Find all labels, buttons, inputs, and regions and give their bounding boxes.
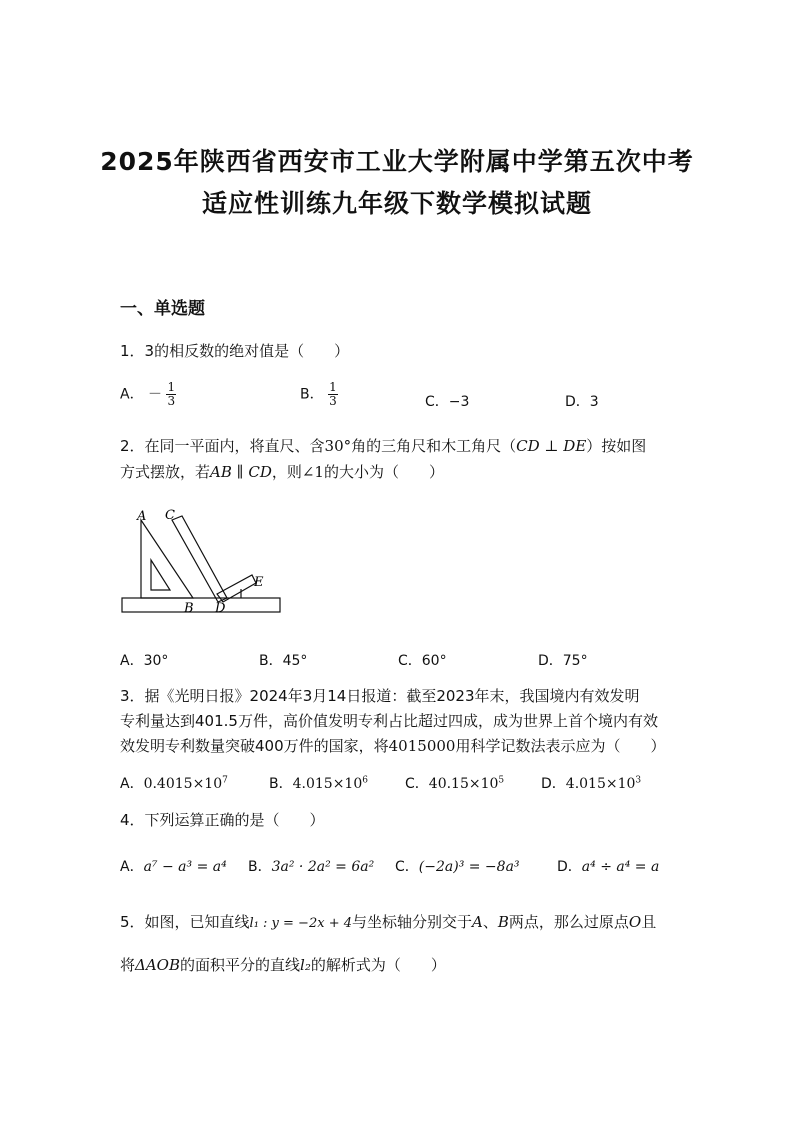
document-title-line-1: 2025年陕西省西安市工业大学附属中学第五次中考	[100, 147, 694, 176]
question-3-line-2: 专利量达到401.5万件，高价值发明专利占比超过四成，成为世界上首个境内有效	[120, 712, 658, 730]
option-c-expression: (−2a)³ = −8a³	[418, 859, 520, 875]
question-3-option-c	[405, 773, 504, 793]
document-title-line-2: 适应性训练九年级下数学模拟试题	[201, 189, 592, 218]
question-1-option-b	[300, 381, 338, 408]
fraction-denominator: 3	[167, 394, 176, 408]
label-e: E	[254, 575, 264, 590]
q3-text-b: 用科学记数法表示应为（ ）	[455, 737, 666, 755]
option-d-label: D．	[541, 776, 566, 792]
q3-text-a: 效发明专利数量突破400万件的国家，将	[120, 737, 389, 755]
fraction-numerator: 1	[167, 380, 176, 394]
label-c: C	[165, 508, 175, 523]
q2-perpendicular: CD ⊥ DE	[516, 437, 587, 455]
question-2-option-d: D．75°	[538, 653, 588, 669]
q2-text-c: ）按如图	[586, 437, 647, 455]
question-4-option-c	[395, 856, 520, 876]
option-a-expression: a⁷ − a³ = a⁴	[143, 859, 227, 875]
label-a: A	[137, 509, 147, 524]
fraction-numerator: 1	[329, 380, 337, 394]
question-4-stem: 4．下列运算正确的是（ ）	[120, 811, 325, 829]
q2-text-b: 角的三角尺和木工角尺（	[351, 437, 517, 455]
question-3-line-1: 3．据《光明日报》2024年3月14日报道：截至2023年末，我国境内有效发明	[120, 687, 640, 705]
option-c-label: C．	[405, 776, 429, 792]
q5-line-equation: l₁ : y = −2x + 4	[249, 916, 352, 931]
option-d-label: D．	[557, 859, 582, 875]
option-a-sign: －	[148, 386, 163, 403]
question-2-figure	[115, 502, 285, 620]
option-b-label: B．	[269, 776, 293, 792]
section-heading: 一、单选题	[120, 299, 205, 319]
q5-text-e: 且	[641, 913, 657, 931]
q5-text-f: 将	[120, 956, 136, 974]
question-3-line-3	[120, 736, 665, 756]
option-d-exponent: 3	[635, 775, 642, 786]
option-a-fraction	[166, 381, 176, 408]
option-b-label: B．	[300, 386, 324, 403]
q2-text-f: 的大小为（ ）	[323, 463, 444, 481]
carpenter-square-long-arm	[172, 516, 227, 602]
question-1-stem: 1．3的相反数的绝对值是（ ）	[120, 342, 350, 360]
question-3-option-b	[269, 773, 368, 793]
q2-parallel: AB ∥ CD	[210, 463, 272, 481]
question-1-option-a	[120, 381, 176, 408]
label-d: D	[215, 601, 226, 616]
question-2-option-c: C．60°	[398, 653, 447, 669]
question-5-line-1	[120, 912, 656, 934]
question-3-option-a	[120, 773, 228, 793]
ruler-shape	[122, 598, 280, 612]
option-b-label: B．	[248, 859, 272, 875]
question-2-option-a: A．30°	[120, 653, 169, 669]
option-a-label: A．	[120, 386, 144, 403]
option-b-base: 4.015×10	[292, 776, 363, 792]
question-2-option-b: B．45°	[259, 653, 308, 669]
q5-text-a: 5．如图，已知直线	[120, 913, 250, 931]
option-a-base: 0.4015×10	[143, 776, 223, 792]
q5-triangle: ΔAOB	[135, 956, 181, 974]
q5-origin: O	[628, 913, 642, 931]
q5-point-a: A	[472, 913, 483, 931]
question-1-option-c: C．−3	[425, 394, 470, 410]
q2-angle: ∠1	[301, 463, 324, 481]
option-b-exponent: 6	[362, 775, 368, 786]
option-a-label: A．	[120, 776, 144, 792]
q5-point-b: B	[497, 913, 509, 931]
option-c-base: 40.15×10	[428, 776, 499, 792]
fraction-denominator: 3	[329, 394, 337, 408]
option-b-expression: 3a² · 2a² = 6a²	[271, 859, 375, 875]
option-a-label: A．	[120, 859, 144, 875]
question-4-option-a	[120, 856, 227, 876]
q2-text-a: 2．在同一平面内，将直尺、含	[120, 437, 325, 455]
q2-text-d: 方式摆放，若	[120, 463, 211, 481]
q5-text-b: 与坐标轴分别交于	[352, 913, 473, 931]
q5-text-g: 的面积平分的直线	[180, 956, 301, 974]
set-square-inner-shape	[151, 560, 170, 590]
q5-line-l2: l₂	[300, 956, 311, 974]
option-a-exponent: 7	[222, 775, 228, 786]
question-1-option-d: D．3	[565, 394, 599, 410]
q5-text-d: 两点，那么过原点	[508, 913, 629, 931]
q2-text-e: ，则	[271, 463, 302, 481]
option-d-expression: a⁴ ÷ a⁴ = a	[581, 859, 660, 875]
question-3-option-d	[541, 773, 641, 793]
question-2-line-1	[120, 436, 646, 456]
q3-number: 4015000	[388, 737, 456, 755]
option-c-label: C．	[395, 859, 419, 875]
option-c-exponent: 5	[498, 775, 505, 786]
question-2-line-2	[120, 462, 444, 482]
label-b: B	[184, 601, 194, 616]
question-4-option-d	[557, 856, 659, 876]
q2-degree: 30°	[324, 437, 352, 455]
question-4-option-b	[248, 856, 374, 876]
option-d-base: 4.015×10	[565, 776, 636, 792]
q5-text-h: 的解析式为（ ）	[310, 956, 446, 974]
question-5-line-2	[120, 955, 446, 975]
option-b-fraction	[328, 381, 338, 408]
q5-text-c: 、	[482, 913, 498, 931]
